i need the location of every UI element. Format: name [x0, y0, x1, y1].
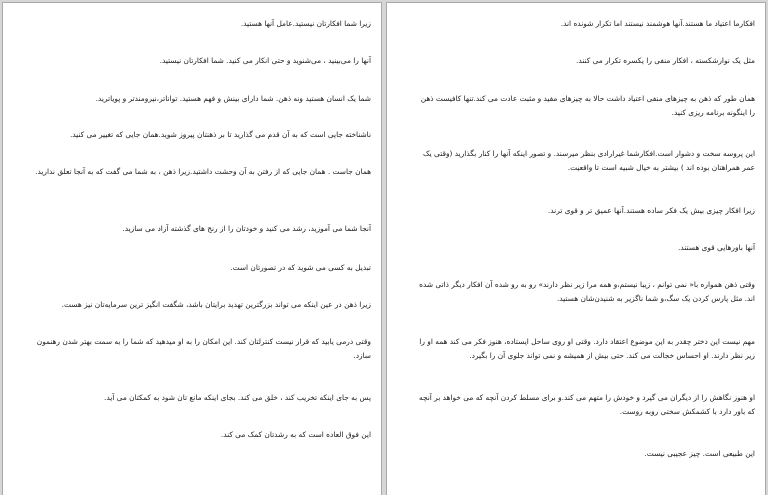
- paragraph: او هنوز نگاهش را از دیگران می گیرد و خودش را متهم می کند.و برای مسلط کردن آنچه که می خواهد بر آنچه که باور دارد با کشمکش سختی روبه روست.: [418, 393, 755, 417]
- paragraph: شما یک انسان هستید ونه ذهن. شما دارای بینش و فهم هستید. تواناتر،نیرومندتر و پویاترید.: [95, 94, 371, 104]
- paragraph: آنها باورهایی قوی هستند.: [678, 243, 755, 253]
- paragraph: ناشناخته جایی است که به آن قدم می گذارید تا بر ذهنتان پیروز شوید.همان جایی که تغییر می کنید.: [69, 130, 371, 140]
- paragraph: همان طور که ذهن به چیزهای منفی اعتیاد داشت حالا به چیزهای مفید و مثبت عادت می کند.تنها کافیست ذهن را اینگونه برنامه ریزی کنید.: [420, 94, 755, 118]
- paragraph: آنها را می‌بینید ، می‌شنوید و حتی انکار می کنید. شما افکارتان نیستید.: [159, 56, 371, 66]
- paragraph: مثل یک نوارشکسته ، افکار منفی را یکسره تکرار می کنند.: [576, 56, 755, 66]
- paragraph: وقتی ذهن همواره با« نمی توانم ، زیبا نیستم،و همه مرا زیر نظر دارند» رو به رو شده آن افکار دیگر ذاتی شده اند. مثل پارس کردن یک سگ،و شما ناگزیر به شنیدن‌شان هستید.: [419, 280, 755, 304]
- paragraph: وقتی درمی یابید که قرار نیست کنترلتان کند. این امکان را به او میدهید که شما را به سمت بهتر شدن رهنمون سازد.: [36, 337, 371, 361]
- page-right: [386, 2, 766, 495]
- paragraph: زیرا افکار چیزی بیش یک فکر ساده هستند.آنها عمیق تر و قوی ترند.: [547, 206, 755, 216]
- paragraph: مهم نیست این دختر چقدر به این موضوع اعتقاد دارد. وقتی او روی ساحل ایستاده، هنوز فکر می کند همه او را زیر نظر دارند. او احساس خجالت می کند. حتی بیش از همیشه و نمی تواند جلوی آن را بگیرد.: [419, 337, 755, 361]
- paragraph: این فوق العاده است که به رشدتان کمک می کند.: [220, 430, 371, 440]
- paragraph: افکارما اعتیاد ما هستند.آنها هوشمند نیستند اما تکرار شونده اند.: [560, 19, 755, 29]
- paragraph: زیرا ذهن در عین اینکه می تواند بزرگترین تهدید برایتان باشد، شگفت انگیز ترین سرمایه‌تان نیز هست.: [61, 300, 371, 310]
- paragraph: آنجا شما می آموزید، رشد می کنید و خودتان را از رنج های گذشته آزاد می سازید.: [122, 224, 371, 234]
- paragraph: تبدیل به کسی می شوید که در تصورتان است.: [230, 263, 371, 273]
- paragraph: زیرا شما افکارتان نیستید.عامل آنها هستید.: [240, 19, 371, 29]
- paragraph: این طبیعی است. چیز عجیبی نیست.: [644, 449, 755, 459]
- paragraph: پس به جای اینکه تخریب کند ، خلق می کند. بجای اینکه مانع تان شود به کمکتان می آید.: [103, 393, 371, 403]
- page-left: [2, 2, 382, 495]
- paragraph: همان جاست . همان جایی که از رفتن به آن وحشت داشتید.زیرا ذهن ، به شما می گفت که به آنجا تعلق ندارید.: [35, 167, 371, 177]
- paragraph: این پروسه سخت و دشوار است.افکارشما غیرارادی بنظر میرسند. و تصور اینکه آنها را کنار بگذارید (وقتی یک عمر همراهتان بوده اند ) بیشتر به خیال شبیه است تا واقعیت.: [423, 149, 755, 173]
